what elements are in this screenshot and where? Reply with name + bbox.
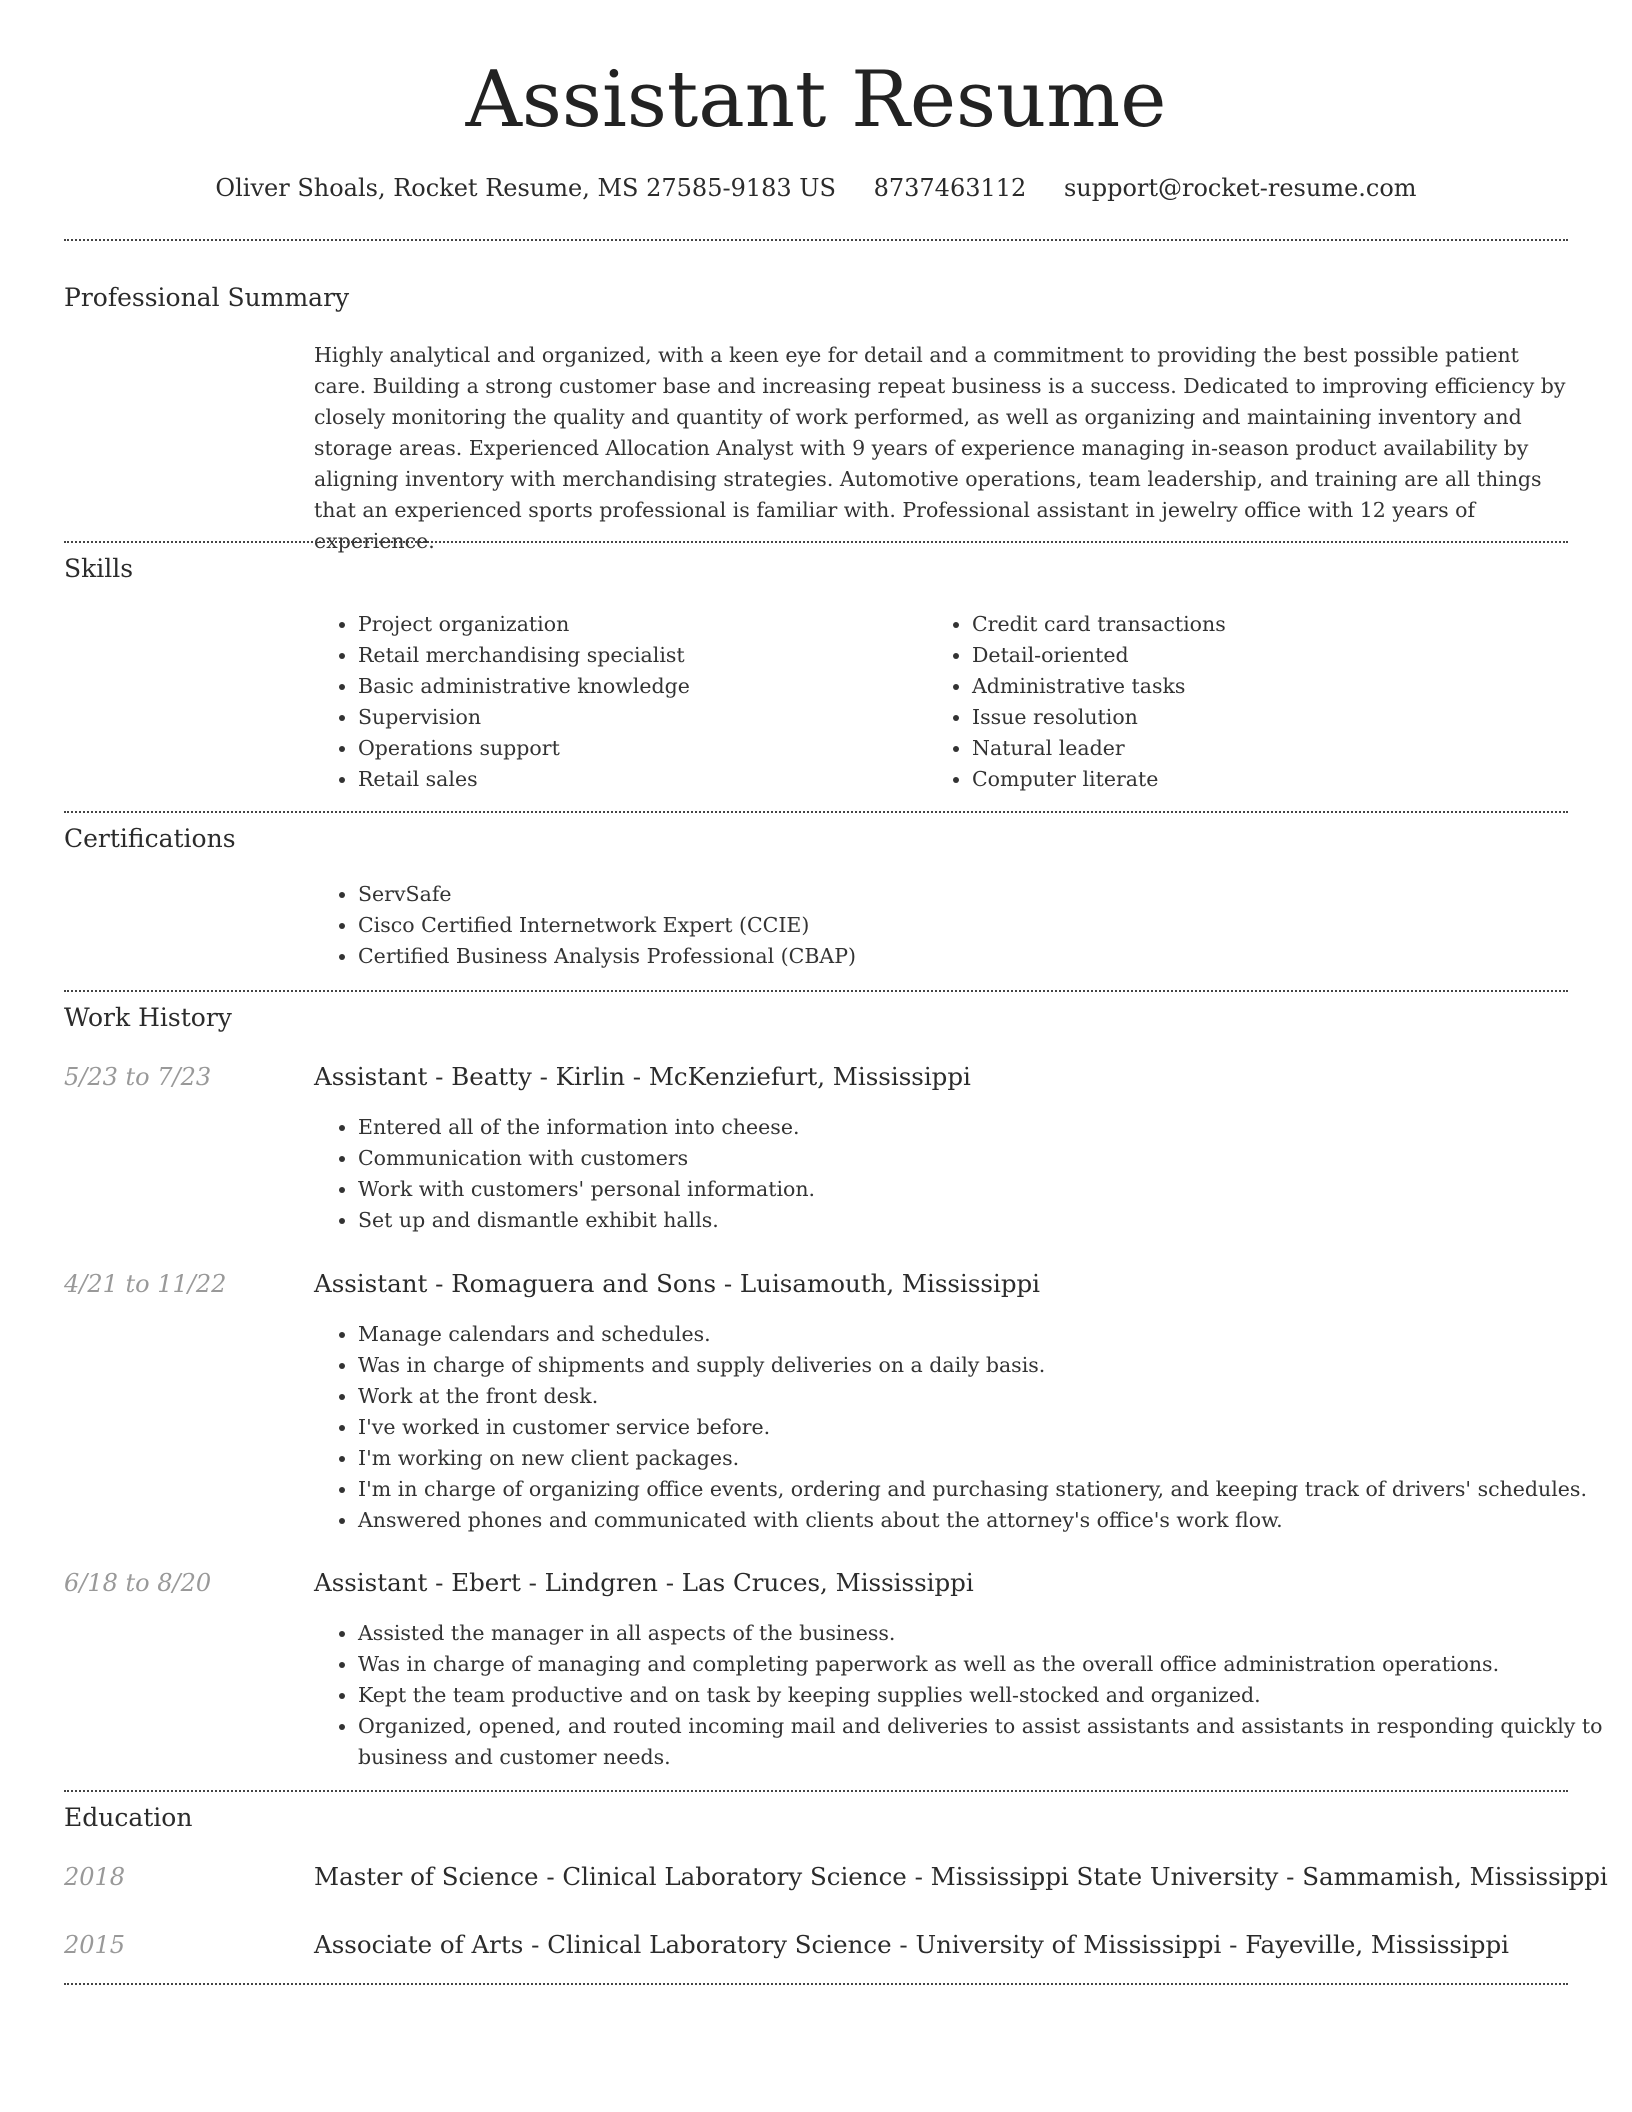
list-item: • Retail sales bbox=[358, 764, 918, 795]
education-location: Fayeville, Mississippi bbox=[1245, 1930, 1509, 1959]
education-location: Sammamish, Mississippi bbox=[1302, 1862, 1608, 1891]
list-item: • Administrative tasks bbox=[972, 671, 1572, 702]
page-title: Assistant Resume bbox=[465, 55, 1167, 145]
list-item: • Organized, opened, and routed incoming mail and deliveries to assist assistants and assistants in responding quickly to business and customer needs. bbox=[358, 1711, 1610, 1773]
education-year: 2018 bbox=[64, 1863, 126, 1891]
separator: - bbox=[906, 1862, 931, 1891]
list-item: • Basic administrative knowledge bbox=[358, 671, 918, 702]
contact-email: support@rocket-resume.com bbox=[1063, 174, 1417, 202]
education-degree: Master of Science bbox=[314, 1862, 539, 1891]
separator: - bbox=[427, 1062, 452, 1091]
job-position: Assistant bbox=[314, 1568, 428, 1597]
contact-line bbox=[0, 170, 1632, 206]
summary-text: Highly analytical and organized, with a keen eye for detail and a commitment to providing the best possible patient care. Building a strong customer base and increasing repeat business is a success. Dedicated to improving efficiency by closely monitoring the quality and quantity of work performed, as well as organizing and maintaining inventory and storage areas. Experienced Allocation Analyst with 9 years of experience managing in-season product availability by aligning inventory with merchandising strategies. Automotive operations, team leadership, and training are all things that an experienced sports professional is familiar with. Professional assistant in jewelry office with 12 years of experience. bbox=[314, 343, 1566, 553]
list-item: • Was in charge of shipments and supply deliveries on a daily basis. bbox=[358, 1350, 1610, 1381]
list-item: • Cisco Certified Internetwork Expert (CCIE) bbox=[358, 910, 1558, 941]
list-item: • Work at the front desk. bbox=[358, 1381, 1610, 1412]
job-location: McKenziefurt, Mississippi bbox=[648, 1062, 971, 1091]
divider bbox=[64, 1983, 1568, 1985]
list-item: • I'm working on new client packages. bbox=[358, 1443, 1610, 1474]
job-title bbox=[314, 1061, 971, 1093]
education-field: Clinical Laboratory Science bbox=[547, 1930, 892, 1959]
list-item: • Was in charge of managing and completing paperwork as well as the overall office administration operations. bbox=[358, 1649, 1610, 1680]
list-item: • Work with customers' personal information. bbox=[358, 1174, 1610, 1205]
separator: - bbox=[624, 1062, 649, 1091]
job-position: Assistant bbox=[314, 1062, 428, 1091]
job-dates: 4/21 to 11/22 bbox=[64, 1270, 227, 1298]
list-item: • Detail-oriented bbox=[972, 640, 1572, 671]
list-item: • I'm in charge of organizing office events, ordering and purchasing stationery, and keeping track of drivers' schedules. bbox=[358, 1474, 1610, 1505]
separator: - bbox=[1221, 1930, 1246, 1959]
separator: - bbox=[657, 1568, 682, 1597]
list-item: • Entered all of the information into cheese. bbox=[358, 1112, 1610, 1143]
education-degree: Associate of Arts bbox=[314, 1930, 524, 1959]
job-company: Beatty - Kirlin bbox=[451, 1062, 625, 1091]
job-location: Las Cruces, Mississippi bbox=[681, 1568, 974, 1597]
separator: - bbox=[716, 1269, 740, 1298]
education-school: Mississippi State University bbox=[930, 1862, 1279, 1891]
list-item: • Credit card transactions bbox=[972, 609, 1572, 640]
separator: - bbox=[427, 1269, 452, 1298]
certifications-heading: Certifications bbox=[64, 824, 236, 853]
education-school: University of Mississippi bbox=[915, 1930, 1222, 1959]
list-item: • Retail merchandising specialist bbox=[358, 640, 918, 671]
list-item: • Set up and dismantle exhibit halls. bbox=[358, 1205, 1610, 1236]
skills-list-right bbox=[928, 609, 1572, 795]
education-entry bbox=[314, 1861, 1608, 1893]
certifications-list bbox=[314, 879, 1558, 972]
job-title bbox=[314, 1268, 1040, 1300]
divider bbox=[64, 811, 1568, 813]
separator: - bbox=[427, 1568, 452, 1597]
education-entry bbox=[314, 1929, 1509, 1961]
list-item: • Manage calendars and schedules. bbox=[358, 1319, 1610, 1350]
divider bbox=[64, 990, 1568, 992]
summary-heading: Professional Summary bbox=[64, 283, 350, 312]
separator: - bbox=[523, 1930, 548, 1959]
divider bbox=[64, 239, 1568, 241]
separator: - bbox=[891, 1930, 916, 1959]
divider bbox=[64, 1790, 1568, 1792]
skills-heading: Skills bbox=[64, 554, 134, 583]
job-title bbox=[314, 1567, 974, 1599]
list-item: • Project organization bbox=[358, 609, 918, 640]
list-item: • Answered phones and communicated with clients about the attorney's office's work flow. bbox=[358, 1505, 1610, 1536]
list-item: • Natural leader bbox=[972, 733, 1572, 764]
list-item: • Operations support bbox=[358, 733, 918, 764]
work-history-heading: Work History bbox=[64, 1003, 232, 1032]
divider bbox=[64, 541, 1568, 543]
job-bullets bbox=[314, 1112, 1610, 1236]
job-location: Luisamouth, Mississippi bbox=[739, 1269, 1041, 1298]
job-dates: 6/18 to 8/20 bbox=[64, 1569, 212, 1597]
skills-list-left bbox=[314, 609, 918, 795]
job-bullets bbox=[314, 1618, 1610, 1773]
education-year: 2015 bbox=[64, 1931, 126, 1959]
separator: - bbox=[1278, 1862, 1303, 1891]
list-item: • ServSafe bbox=[358, 879, 1558, 910]
list-item: • Assisted the manager in all aspects of the business. bbox=[358, 1618, 1610, 1649]
job-dates: 5/23 to 7/23 bbox=[64, 1063, 212, 1091]
list-item: • Communication with customers bbox=[358, 1143, 1610, 1174]
list-item: • Kept the team productive and on task by keeping supplies well-stocked and organized. bbox=[358, 1680, 1610, 1711]
job-bullets bbox=[314, 1319, 1610, 1536]
contact-phone: 8737463112 bbox=[873, 174, 1027, 202]
job-company: Romaguera and Sons bbox=[451, 1269, 717, 1298]
education-field: Clinical Laboratory Science bbox=[562, 1862, 907, 1891]
education-heading: Education bbox=[64, 1803, 193, 1832]
job-position: Assistant bbox=[314, 1269, 428, 1298]
list-item: • Issue resolution bbox=[972, 702, 1572, 733]
list-item: • Certified Business Analysis Professional (CBAP) bbox=[358, 941, 1558, 972]
job-company: Ebert - Lindgren bbox=[451, 1568, 658, 1597]
list-item: • I've worked in customer service before. bbox=[358, 1412, 1610, 1443]
list-item: • Supervision bbox=[358, 702, 918, 733]
contact-address: Oliver Shoals, Rocket Resume, MS 27585-9183 US bbox=[215, 174, 836, 202]
list-item: • Computer literate bbox=[972, 764, 1572, 795]
separator: - bbox=[538, 1862, 563, 1891]
